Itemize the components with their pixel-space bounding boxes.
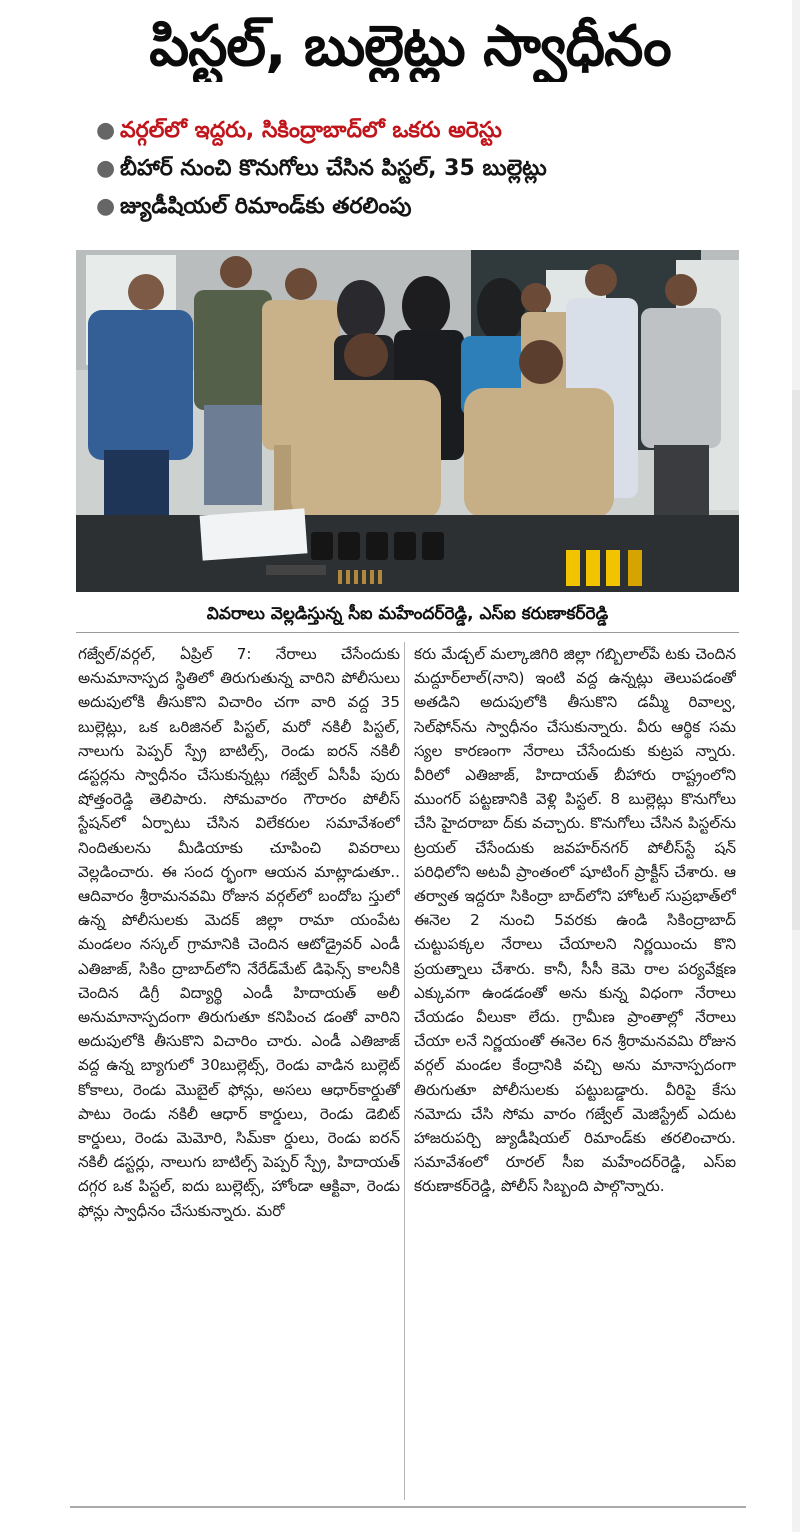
column-divider xyxy=(404,642,405,1500)
bullet-icon: ● xyxy=(96,118,116,143)
bullet-icon: ● xyxy=(96,194,116,219)
subheading-text: జ్యుడీషియల్ రిమాండ్‌కు తరలింపు xyxy=(120,194,412,219)
subheading-2 xyxy=(96,150,716,188)
bullet-icon: ● xyxy=(96,156,116,181)
subheading-3 xyxy=(96,188,716,226)
article-column-right: కరు మేడ్చల్ మల్కాజిగిరి జిల్లా గబ్బిలాల్‌పే టకు చెందిన మద్దూర్‌లాల్(నాని) ఇంటి వద్ద ఉన్నట్లు తెలుపడంతో అతడిని అదుపులోకి తీసుకొని డమ్మీ రివాల్వ, సెల్‌ఫోన్‌ను స్వాధీనం చేసుకున్నారు. వీరు ఆర్థిక సమ స్యల కారణంగా నేరాలు చేసేందుకు కుట్రప న్నారు. వీరిలో ఎతిజాజ్, హిదాయత్ బీహారు రాష్ట్రంలోని ముంగర్ పట్టణానికి వెళ్లి పిస్టల్. 8 బుల్లెట్లు కొనుగోలు చేసి హైదరాబా ద్‌కు వచ్చారు. కొనుగోలు చేసిన పిస్టల్‌ను ట్రయల్ చేసేందుకు జవహర్‌నగర్ పోలీస్‌స్టే షన్ పరిధిలోని అటవీ ప్రాంతంలో షూటింగ్ ప్రాక్టీస్ చేశారు. ఆ తర్వాత ఇద్దరూ సికింద్రా బాద్‌లోని హోటల్ సుప్రభాత్‌లో ఈనెల 2 నుంచి 5వరకు ఉండి సికింద్రాబాద్ చుట్టుపక్కల నేరాలు చేయాలని నిర్ణయించు కొని ప్రయత్నాలు చేశారు. కానీ, సీసీ కెమె రాల పర్యవేక్షణ ఎక్కువగా ఉండడంతో అను కున్న విధంగా నేరాలు చేయడం వీలుకా లేదు. గ్రామీణ ప్రాంతాల్లో నేరాలు చేయా లనే నిర్ణయంతో ఈనెల 6న శ్రీరామనవమి రోజున వర్గల్ మండల కేంద్రానికి వచ్చి అను మానాస్పదంగా తిరుగుతూ పోలీసులకు పట్టుబడ్డారు. వీరిపై కేసు నమోదు చేసి సోమ వారం గజ్వేల్ మెజిస్ట్రేట్ ఎదుట హాజరుపర్చి జ్యుడీషియల్ రిమాండ్‌కు తరలించారు. సమావేశంలో రూరల్ సీఐ మహేందర్‌రెడ్డి, ఎస్ఐ కరుణాకర్‌రెడ్డి, పోలీస్ సిబ్బంది పాల్గొన్నారు. xyxy=(414,645,736,1196)
news-photo xyxy=(76,250,739,592)
article-column-left: గజ్వేల్/వర్గల్, ఏప్రిల్ 7: నేరాలు చేసేందుకు అనుమానాస్పద స్థితిలో తిరుగుతున్న వారిని పోలీసులు అదుపులోకి తీసుకొని విచారిం చగా వారి వద్ద 35 బుల్లెట్లు, ఒక ఒరిజినల్ పిస్టల్, మరో నకిలీ పిస్టల్, నాలుగు పెప్పర్ స్ప్రే బాటిల్స్, రెండు ఐరన్ నకిలీ డస్టర్లను స్వాధీనం చేసుకున్నట్లు గజ్వేల్ ఏసీపీ పురు షోత్తంరెడ్డి తెలిపారు. సోమవారం గౌరారం పోలీస్ స్టేషన్‌లో ఏర్పాటు చేసిన విలేకరుల సమావేశంలో నిందితులను మీడియాకు చూపించి వివరాలు వెల్లడించారు. ఈ సంద ర్భంగా ఆయన మాట్లాడుతూ.. ఆదివారం శ్రీరామనవమి రోజున వర్గల్‌లో బందోబ స్తులో ఉన్న పోలీసులకు మెదక్ జిల్లా రామా యంపేట మండలం నస్కల్ గ్రామానికి చెందిన ఆటోడ్రైవర్ ఎండీ ఎతిజాజ్, సికిం ద్రాబాద్‌లోని నేరేడ్‌మేట్ డిఫెన్స్ కాలనీకి చెందిన డిగ్రీ విద్యార్థి ఎండీ హిదాయత్ అలీ అనుమానాస్పదంగా తిరుగుతూ కనిపించ డంతో వారిని అదుపులోకి తీసుకొని విచారిం చారు. ఎండీ ఎతిజాజ్ వద్ద ఉన్న బ్యాగులో 30బుల్లెట్స్, రెండు వాడిన బుల్లెట్ కోకాలు, రెండు మొబైల్ ఫోన్లు, అసలు ఆధార్‌కార్డుతో పాటు రెండు నకిలీ ఆధార్ కార్డులు, రెండు డెబిట్ కార్డులు, రెండు మెమోరి, సిమ్‌కా ర్డులు, రెండు ఐరన్ నకిలీ డస్టర్లు, నాలుగు బాటిల్స్ పెప్పర్ స్ప్రే, హిదాయత్ దగ్గర ఒక పిస్టల్, ఐదు బుల్లెట్స్, హోండా ఆక్టివా, రెండు ఫోన్లు స్వాధీనం చేసుకున్నారు. మరో xyxy=(78,645,400,1220)
photo-illustration xyxy=(76,250,739,592)
edge-strip-top xyxy=(792,0,800,390)
headline: పిస్టల్, బుల్లెట్లు స్వాధీనం xyxy=(149,14,671,79)
subheading-1 xyxy=(96,112,716,150)
subheading-text: వర్గల్‌లో ఇద్దరు, సికింద్రాబాద్‌లో ఒకరు అరెస్టు xyxy=(120,118,502,143)
subheading-text: బీహార్ నుంచి కొనుగోలు చేసిన పిస్టల్, 35 బుల్లెట్లు xyxy=(120,156,547,181)
photo-caption: వివరాలు వెల్లడిస్తున్న సీఐ మహేందర్‌రెడ్డి, ఎస్ఐ కరుణాకర్‌రెడ్డి xyxy=(76,596,739,633)
edge-strip-bottom xyxy=(792,930,800,1532)
adjacent-page-edge xyxy=(792,0,800,1532)
subheadings xyxy=(96,112,716,226)
bottom-divider xyxy=(70,1506,746,1508)
